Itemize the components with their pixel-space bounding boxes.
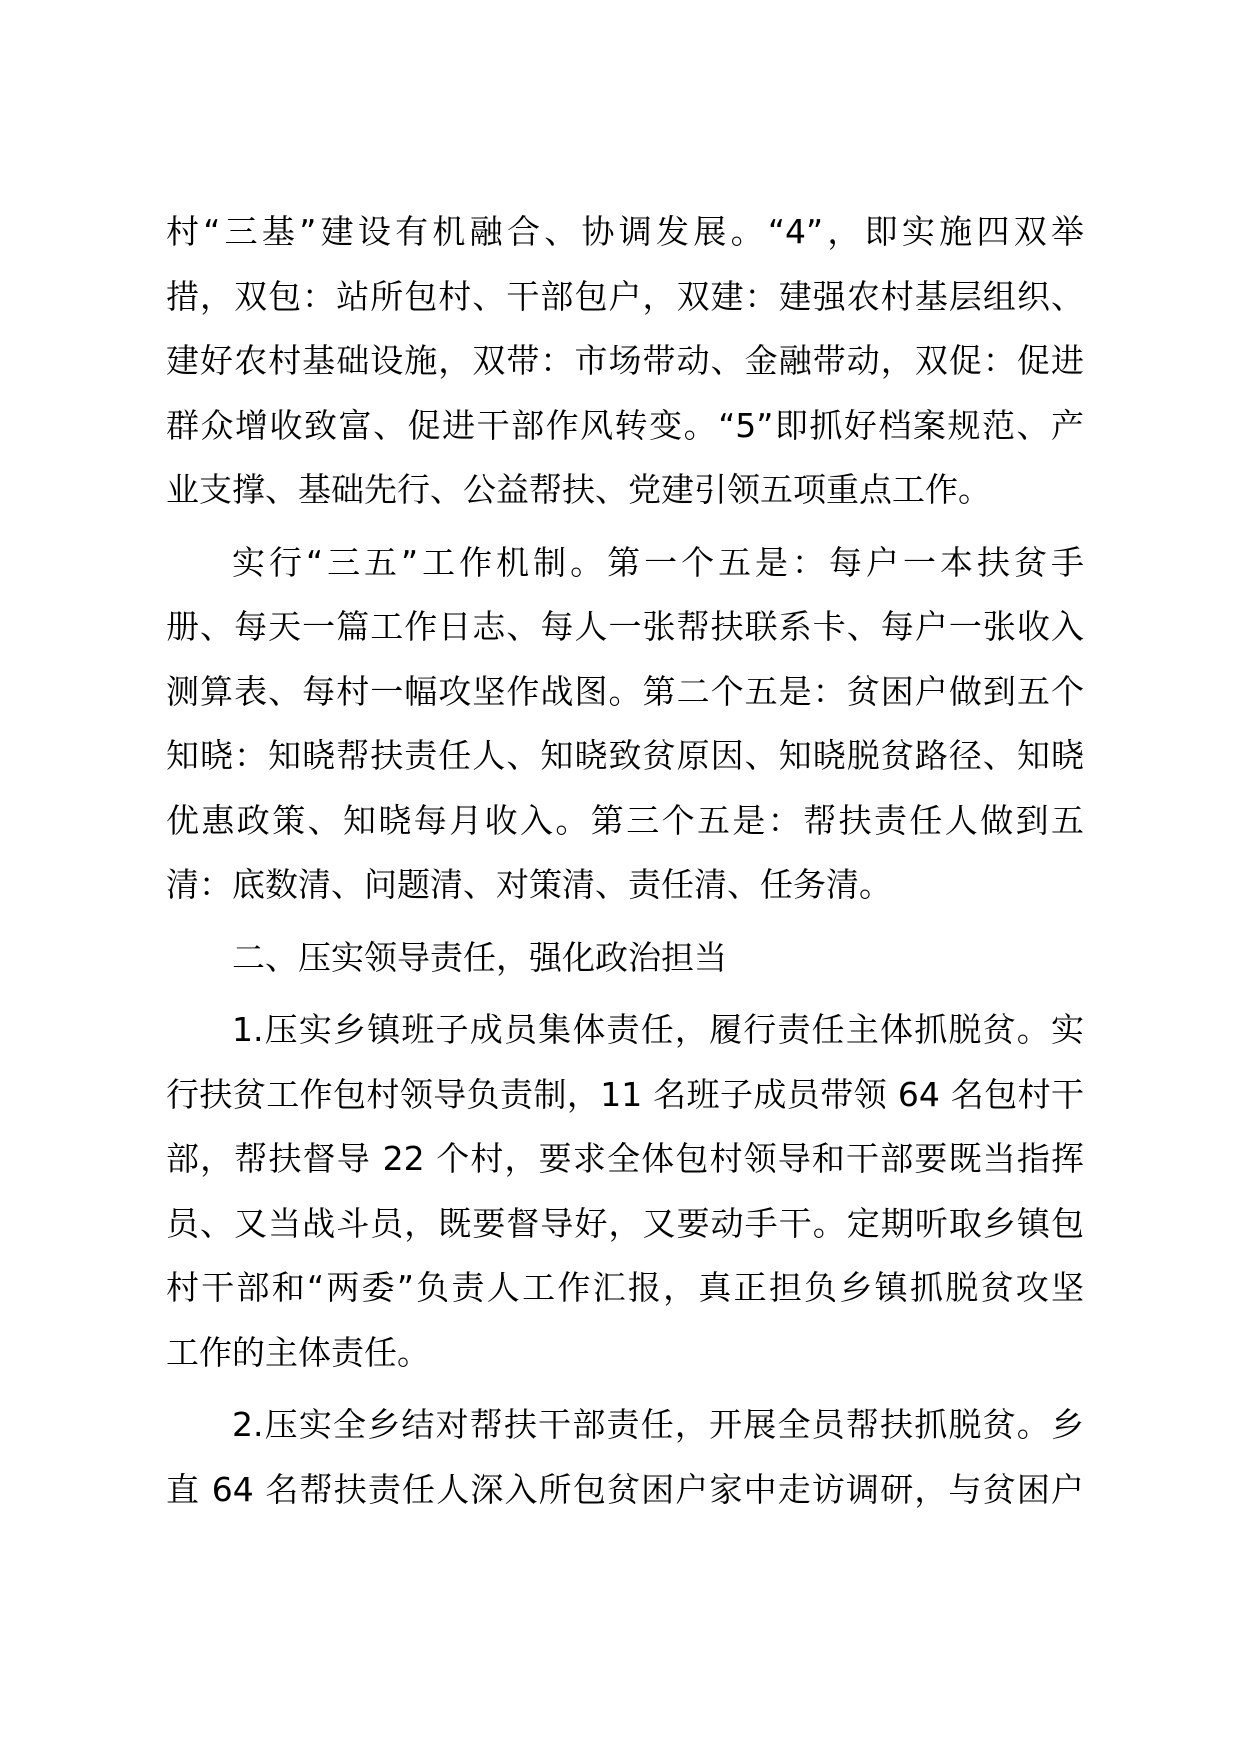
body-line: 员、又当战斗员，既要督导好，又要动手干。定期听取乡镇包 [166, 1203, 1084, 1243]
body-line: 册、每天一篇工作日志、每人一张帮扶联系卡、每户一张收入 [166, 607, 1084, 646]
body-line: 建好农村基础设施，双带：市场带动、金融带动，双促：促进 [166, 341, 1084, 380]
paragraph-gap [166, 523, 1084, 531]
body-line: 清：底数清、问题清、对策清、责任清、任务清。 [166, 865, 892, 904]
paragraph-gap [166, 1385, 1084, 1393]
body-line: 2.压实全乡结对帮扶干部责任，开展全员帮扶抓脱贫。乡 [232, 1405, 1084, 1444]
body-line: 工作的主体责任。 [166, 1332, 430, 1372]
body-line: 1.压实乡镇班子成员集体责任，履行责任主体抓脱贫。实 [232, 1010, 1084, 1049]
body-line: 村“三基”建设有机融合、协调发展。“4”，即实施四双举 [166, 212, 1084, 251]
paragraph-gap [166, 918, 1084, 926]
document-body [166, 200, 1084, 1522]
body-line: 村干部和“两委”负责人工作汇报，真正担负乡镇抓脱贫攻坚 [166, 1268, 1084, 1307]
body-line: 措，双包：站所包村、干部包户，双建：建强农村基层组织、 [166, 276, 1084, 316]
body-line: 实行“三五”工作机制。第一个五是：每户一本扶贫手 [232, 542, 1084, 582]
body-line: 知晓：知晓帮扶责任人、知晓致贫原因、知晓脱贫路径、知晓 [166, 736, 1084, 775]
body-line: 群众增收致富、促进干部作风转变。“5”即抓好档案规范、产 [166, 405, 1084, 445]
section-heading: 二、压实领导责任，强化政治担当 [232, 937, 727, 977]
paragraph-gap [166, 990, 1084, 998]
body-line: 部，帮扶督导 22 个村，要求全体包村领导和干部要既当指挥 [166, 1139, 1084, 1178]
body-line: 业支撑、基础先行、公益帮扶、党建引领五项重点工作。 [166, 470, 991, 509]
body-line: 直 64 名帮扶责任人深入所包贫困户家中走访调研，与贫困户 [166, 1469, 1084, 1509]
body-line: 测算表、每村一幅攻坚作战图。第二个五是：贫困户做到五个 [166, 671, 1084, 711]
body-line: 行扶贫工作包村领导负责制，11 名班子成员带领 64 名包村干 [166, 1074, 1084, 1114]
body-line: 优惠政策、知晓每月收入。第三个五是：帮扶责任人做到五 [166, 800, 1084, 840]
